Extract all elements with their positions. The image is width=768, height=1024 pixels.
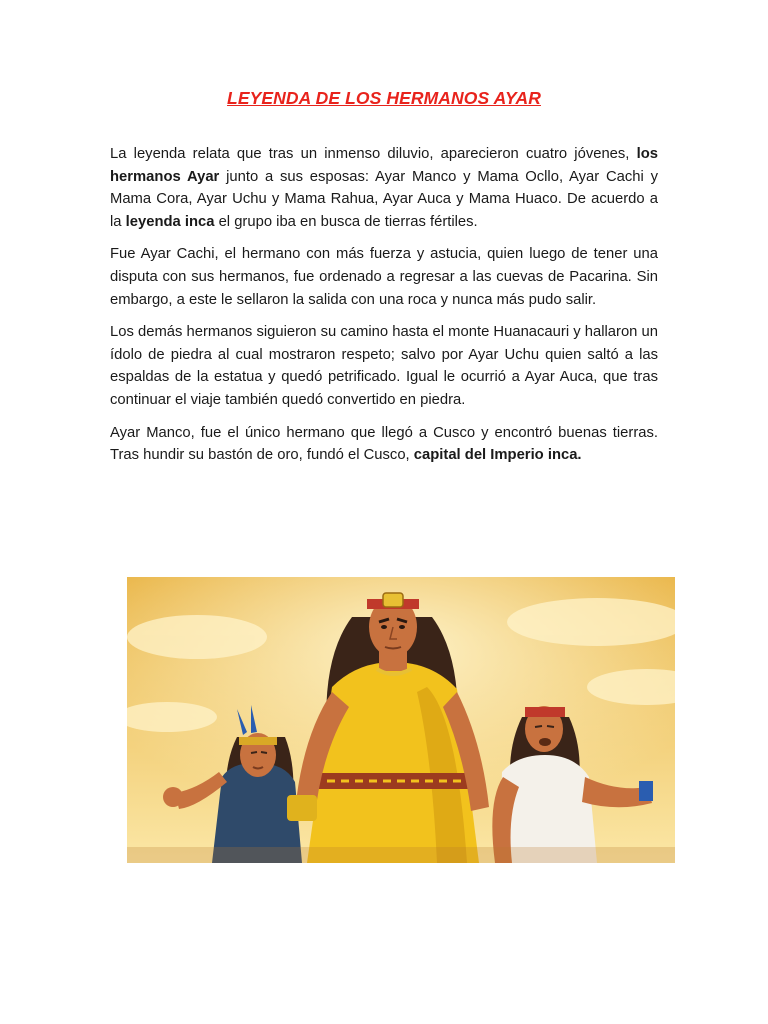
bold-phrase: capital del Imperio inca. <box>413 447 582 464</box>
text-run: Ayar Manco, fue el único hermano que llegó a Cusco y encontró buenas tierras. Tras hundir su bastón de oro, fundó el Cusco, <box>110 424 658 464</box>
text-run: el grupo iba en busca de tierras fértiles. <box>214 213 478 230</box>
paragraph-4 <box>110 422 658 467</box>
bold-phrase: los hermanos Ayar <box>110 146 658 185</box>
text-run: junto a sus esposas: Ayar Manco y Mama Ocllo, Ayar Cachi y Mama Cora, Ayar Uchu y Mama Rahua, Ayar Auca y Mama Huaco. De acuerdo a la <box>110 168 658 230</box>
paragraph-2 <box>110 243 658 311</box>
paragraph-1 <box>110 143 658 233</box>
ayar-brothers-illustration <box>127 577 675 863</box>
bold-phrase: leyenda inca <box>125 213 215 230</box>
text-run: Fue Ayar Cachi, el hermano con más fuerza y astucia, quien luego de tener una disputa con sus hermanos, fue ordenado a regresar a las cuevas de Pacarina. Sin embargo, a este le sellaron la salida con una roca y nunca más pudo salir. <box>110 246 658 308</box>
document-body <box>110 143 658 477</box>
text-run: La leyenda relata que tras un inmenso diluvio, aparecieron cuatro jóvenes, <box>110 146 637 162</box>
illustration-canvas <box>127 577 675 863</box>
paragraph-3 <box>110 321 658 411</box>
text-run: Los demás hermanos siguieron su camino hasta el monte Huanacauri y hallaron un ídolo de piedra al cual mostraron respeto; salvo por Ayar Uchu quien saltó a las espaldas de la estatua y quedó petrificado. Igual le ocurrió a Ayar Auca, que tras continuar el viaje también quedó convertido en piedra. <box>110 324 658 408</box>
document-title: LEYENDA DE LOS HERMANOS AYAR <box>227 88 541 108</box>
